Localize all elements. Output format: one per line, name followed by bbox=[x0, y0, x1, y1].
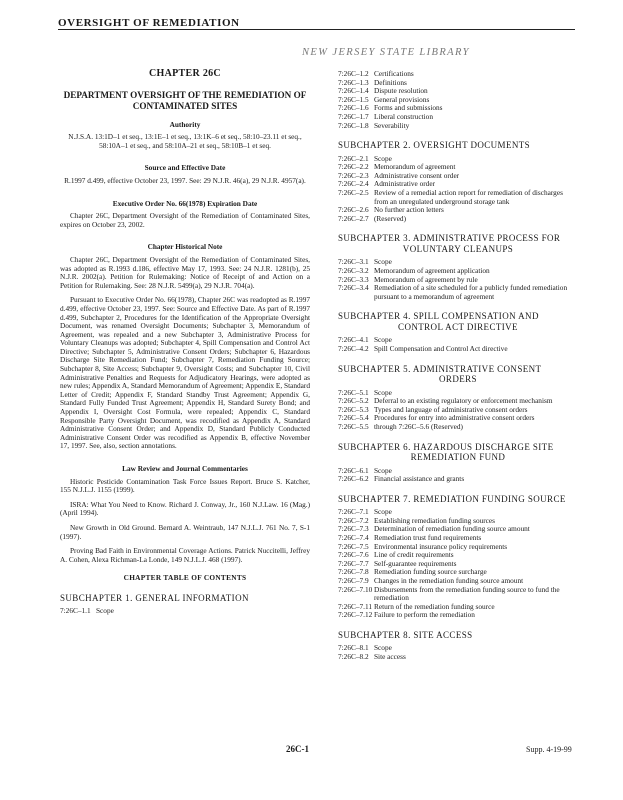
source-text: R.1997 d.499, effective October 23, 1997. See: 29 N.J.R. 46(a), 29 N.J.R. 4957(a). bbox=[64, 175, 306, 185]
toc-entry bbox=[338, 475, 578, 484]
toc-entry-title: Severability bbox=[374, 120, 410, 130]
toc-entry-number: 7:26C–2.2 bbox=[338, 162, 369, 172]
toc-entry-number: 7:26C–7.2 bbox=[338, 515, 369, 525]
toc-entry bbox=[338, 423, 578, 432]
toc-entry-title: Scope bbox=[374, 257, 392, 267]
toc-entry-number: 7:26C–3.3 bbox=[338, 274, 369, 284]
subchapter-block bbox=[338, 233, 578, 301]
subchapter-1-continued bbox=[338, 70, 578, 130]
subchapter-title-continuation: REMEDIATION FUND bbox=[410, 452, 506, 463]
exec-order-heading: Executive Order No. 66(1978) Expiration Date bbox=[112, 198, 258, 208]
subchapter-title-line: SUBCHAPTER 2. OVERSIGHT DOCUMENTS bbox=[338, 140, 531, 151]
running-header-title: OVERSIGHT OF REMEDIATION bbox=[58, 17, 240, 29]
authority-text: N.J.S.A. 13:1D–1 et seq., 13:1E–1 et seq., 13:1K–6 et seq., 58:10–23.11 et seq., 58:10A–1 et seq., and 58:10A–21 et seq., 58:10B–1 et seq. bbox=[68, 132, 302, 150]
toc-entry-title: through 7:26C–5.6 (Reserved) bbox=[374, 421, 463, 431]
toc-entry-title: Scope bbox=[374, 387, 392, 397]
left-column bbox=[60, 70, 310, 616]
toc-entry-number: 7:26C–7.1 bbox=[338, 507, 369, 517]
toc-entry-title: Administrative consent order bbox=[374, 170, 460, 180]
toc-entry-number: 7:26C–7.7 bbox=[338, 558, 369, 568]
subchapter-title-line: SUBCHAPTER 6. HAZARDOUS DISCHARGE SITE bbox=[338, 441, 554, 452]
subchapter-block bbox=[338, 311, 578, 353]
law-review-heading: Law Review and Journal Commentaries bbox=[122, 464, 248, 473]
toc-entry-number: 7:26C–3.2 bbox=[338, 266, 369, 275]
toc-entry-title: Spill Compensation and Control Act directive bbox=[374, 343, 508, 353]
toc-entry-title: Remediation funding source surcharge bbox=[374, 567, 487, 577]
law-review-entry: Historic Pesticide Contamination Task Force Issues Report. Bruce S. Katcher, 155 N.J.L.J. 1155 (1999). bbox=[60, 476, 310, 495]
subchapter-title bbox=[338, 233, 578, 254]
subchapter-title bbox=[338, 630, 578, 641]
toc-entry-number: 7:26C–1.6 bbox=[338, 103, 369, 113]
toc-entry-title: Determination of remediation funding source amount bbox=[374, 524, 530, 534]
toc-entry-title: Memorandum of agreement by rule bbox=[374, 274, 478, 284]
toc-entry bbox=[60, 607, 310, 616]
toc-entry-title: Remediation trust fund requirements bbox=[374, 533, 482, 542]
subchapter-title-line: SUBCHAPTER 3. ADMINISTRATIVE PROCESS FOR bbox=[338, 233, 561, 244]
toc-entry-title: Disbursements from the remediation funding source to fund the remediation bbox=[374, 584, 560, 603]
toc-entry-title: Review of a remedial action report for remediation of discharges from an unregulated underground storage tank bbox=[374, 188, 563, 206]
toc-entry-title: Scope bbox=[374, 465, 392, 475]
toc-entry-number: 7:26C–1.3 bbox=[338, 77, 369, 87]
law-review-list bbox=[60, 478, 310, 565]
page-number: 26C-1 bbox=[286, 744, 309, 754]
toc-entry-title: Changes in the remediation funding source amount bbox=[374, 575, 524, 585]
subchapter-1-items bbox=[60, 607, 310, 616]
subchapter-title bbox=[338, 140, 578, 151]
toc-entry-number: 7:26C–1.7 bbox=[338, 111, 369, 121]
history-heading: Chapter Historical Note bbox=[147, 242, 223, 252]
toc-entry-title: Liberal construction bbox=[374, 111, 433, 121]
toc-entry-number: 7:26C–4.2 bbox=[338, 343, 369, 353]
subchapter-block bbox=[338, 494, 578, 620]
toc-entry-number: 7:26C–1.1 bbox=[60, 606, 91, 616]
subchapter-block bbox=[338, 140, 578, 223]
toc-entry-title: Definitions bbox=[374, 77, 407, 87]
subchapter-title-line: SUBCHAPTER 8. SITE ACCESS bbox=[338, 629, 473, 640]
toc-entry-title: Memorandum of agreement application bbox=[374, 266, 490, 275]
toc-entry-title: Financial assistance and grants bbox=[374, 474, 465, 484]
exec-order-text: Chapter 26C, Department Oversight of the Remediation of Contaminated Sites, expires on October 23, 2002. bbox=[60, 211, 310, 229]
toc-entry-number: 7:26C–1.5 bbox=[338, 94, 369, 104]
subchapter-title-line: SUBCHAPTER 4. SPILL COMPENSATION AND bbox=[338, 311, 539, 322]
toc-entry bbox=[338, 215, 578, 224]
history-paragraph-2: Pursuant to Executive Order No. 66(1978), Chapter 26C was readopted as R.1997 d.499, effective October 23, 1997. See: Source and Effective Date. As part of R.1997 d.499, Subchapter 2, Procedures for the Identification of the Appropriate Oversight Document, was renamed Oversight Documents; Subchapter 3, Memorandum of Agreement, was repealed and a new Subchapter 3, Administrative Process for Voluntary Cleanups was adopted; Subchapter 4, Spill Compensation and Control Act Directive; Subchapter 5, Administrative Consent Orders; Subchapter 6, Hazardous Discharge Site Remediation Fund; Subchapter 7, Remediation Funding Source; Subchapter 8, Site Access; Subchapter 9, Oversight Costs; and Subchapter 10, Civil Administrative Penalties and Requests for Adjudicatory Hearings, were adopted as new rules; Appendix A, Standard Memorandum of Agreement; Appendix E, Standard Letter of Credit; Appendix F, Standard Standby Trust Agreement; Appendix G, Standard Fully Funded Trust Agreement; Appendix H, Standard Surety Bond; and Appendix I, Oversight Cost Formula, were repealed; Appendix C, Standard Responsible Party Oversight Document, was recodified as Appendix A, Standard Administrative Consent Order; and Appendix D, Standard Publicly Conducted Administrative Consent Order was recodified as Appendix B, effective November 17, 1997. See, also, section annotations. bbox=[60, 295, 310, 451]
toc-entry-number: 7:26C–8.1 bbox=[338, 643, 369, 653]
law-review-entry: Proving Bad Faith in Environmental Coverage Actions. Patrick Nuccitelli, Jeffrey A. Cohen, Alexa Richman-La Londe, 149 N.J.L.J. 468 (1997). bbox=[60, 546, 310, 564]
toc-entry-title: Return of the remediation funding source bbox=[374, 601, 495, 611]
subchapter-1-title: SUBCHAPTER 1. GENERAL INFORMATION bbox=[60, 592, 249, 603]
toc-entry-number: 7:26C–7.4 bbox=[338, 533, 369, 542]
toc-entry-number: 7:26C–3.1 bbox=[338, 257, 369, 267]
subchapter-title bbox=[338, 311, 578, 332]
toc-entry bbox=[338, 586, 578, 603]
subchapter-title-continuation: CONTROL ACT DIRECTIVE bbox=[398, 321, 518, 332]
toc-entry-title: Remediation of a site scheduled for a publicly funded remediation pursuant to a memorandum of agreement bbox=[374, 283, 568, 301]
toc-entry-number: 7:26C–7.6 bbox=[338, 550, 369, 560]
subchapter-block bbox=[338, 630, 578, 662]
toc-entry-title: Types and language of administrative consent orders bbox=[374, 404, 528, 414]
toc-entry-number: 7:26C–7.8 bbox=[338, 567, 369, 577]
toc-entry-title: Environmental insurance policy requirements bbox=[374, 541, 508, 551]
toc-entry-number: 7:26C–4.1 bbox=[338, 335, 369, 345]
subchapter-title-line: SUBCHAPTER 7. REMEDIATION FUNDING SOURCE bbox=[338, 493, 566, 504]
toc-entry-number: 7:26C–5.1 bbox=[338, 387, 369, 397]
department-title: DEPARTMENT OVERSIGHT OF THE REMEDIATION OF CONTAMINATED SITES bbox=[63, 89, 307, 112]
running-header bbox=[58, 13, 575, 30]
toc-entry-number: 7:26C–7.11 bbox=[338, 601, 372, 611]
toc-entry-title: Certifications bbox=[374, 69, 414, 78]
toc-entry bbox=[338, 122, 578, 131]
toc-entry-number: 7:26C–3.4 bbox=[338, 283, 369, 293]
toc-entry-number: 7:26C–1.8 bbox=[338, 120, 369, 130]
toc-entry-number: 7:26C–2.6 bbox=[338, 205, 369, 215]
history-paragraph-1: Chapter 26C, Department Oversight of the Remediation of Contaminated Sites, was adopted as R.1993 d.186, effective May 17, 1993. See: 24 N.J.R. 1281(b), 25 N.J.R. 2002(a). Petition for Rulemaking: Notice of Receipt of and Action on a Petition for Rulemaking. See: 28 N.J.R. 5499(a), 29 N.J.R. 704(a). bbox=[60, 254, 310, 290]
toc-entry-title: Scope bbox=[374, 335, 392, 345]
toc-entry-number: 7:26C–7.10 bbox=[338, 584, 373, 594]
toc-entry-title: Scope bbox=[374, 507, 392, 517]
toc-entry bbox=[338, 345, 578, 354]
toc-entry-title: Memorandum of agreement bbox=[374, 162, 456, 172]
toc-entry-title: No further action letters bbox=[374, 205, 444, 215]
toc-entry-title: General provisions bbox=[374, 94, 430, 104]
subchapter-title-line: SUBCHAPTER 5. ADMINISTRATIVE CONSENT bbox=[338, 363, 542, 374]
toc-entry bbox=[338, 611, 578, 620]
toc-entry-number: 7:26C–2.1 bbox=[338, 153, 369, 163]
toc-entry-number: 7:26C–7.3 bbox=[338, 524, 369, 534]
toc-entry-number: 7:26C–6.2 bbox=[338, 474, 369, 484]
right-column bbox=[338, 70, 578, 662]
subchapter-list bbox=[338, 140, 578, 661]
authority-heading: Authority bbox=[169, 119, 201, 129]
toc-entry-number: 7:26C–5.4 bbox=[338, 413, 369, 423]
source-heading: Source and Effective Date bbox=[144, 163, 226, 173]
toc-entry-title: Scope bbox=[374, 153, 392, 163]
subchapter-title bbox=[338, 364, 578, 385]
toc-entry-title: Line of credit requirements bbox=[374, 550, 454, 560]
toc-entry-title: Failure to perform the remediation bbox=[374, 610, 475, 620]
supplement-date: Supp. 4-19-99 bbox=[526, 745, 572, 754]
toc-entry-number: 7:26C–7.9 bbox=[338, 575, 369, 585]
toc-entry-title: (Reserved) bbox=[374, 213, 407, 223]
toc-entry bbox=[338, 653, 578, 662]
toc-heading: CHAPTER TABLE OF CONTENTS bbox=[123, 573, 247, 583]
subchapter-block bbox=[338, 442, 578, 484]
subchapter-title bbox=[338, 442, 578, 463]
toc-entry-number: 7:26C–7.5 bbox=[338, 541, 369, 551]
subchapter-title-continuation: VOLUNTARY CLEANUPS bbox=[402, 243, 514, 254]
toc-entry-title: Dispute resolution bbox=[374, 86, 428, 96]
toc-entry-number: 7:26C–1.4 bbox=[338, 86, 369, 96]
toc-entry-title: Self-guarantee requirements bbox=[374, 558, 457, 568]
toc-entry-number: 7:26C–2.4 bbox=[338, 179, 369, 189]
toc-entry-title: Forms and submissions bbox=[374, 103, 443, 113]
law-review-entry: New Growth in Old Ground. Bernard A. Weintraub, 147 N.J.L.J. 761 No. 7, S-1 (1997). bbox=[60, 522, 310, 541]
toc-entry-title: Establishing remediation funding sources bbox=[374, 515, 495, 525]
toc-entry-number: 7:26C–5.3 bbox=[338, 404, 369, 414]
toc-entry-number: 7:26C–1.2 bbox=[338, 69, 369, 78]
toc-entry-number: 7:26C–5.5 bbox=[338, 421, 369, 431]
toc-entry bbox=[338, 284, 578, 301]
toc-entry-number: 7:26C–2.7 bbox=[338, 213, 369, 223]
subchapter-title-continuation: ORDERS bbox=[439, 374, 477, 385]
toc-entry-number: 7:26C–6.1 bbox=[338, 465, 369, 475]
toc-entry-number: 7:26C–8.2 bbox=[338, 652, 369, 662]
toc-entry-title: Administrative order bbox=[374, 179, 435, 189]
chapter-title: CHAPTER 26C bbox=[149, 68, 221, 79]
library-stamp: NEW JERSEY STATE LIBRARY bbox=[302, 47, 470, 58]
toc-entry-number: 7:26C–7.12 bbox=[338, 610, 373, 620]
subchapter-block bbox=[338, 364, 578, 432]
toc-entry-title: Procedures for entry into administrative consent orders bbox=[374, 413, 535, 423]
subchapter-title bbox=[338, 494, 578, 505]
toc-entry-title: Site access bbox=[374, 652, 406, 662]
toc-entry-title: Scope bbox=[96, 606, 114, 616]
toc-entry-number: 7:26C–5.2 bbox=[338, 396, 369, 406]
toc-entry-title: Deferral to an existing regulatory or enforcement mechanism bbox=[374, 396, 553, 406]
toc-entry-number: 7:26C–2.5 bbox=[338, 188, 369, 198]
toc-entry-title: Scope bbox=[374, 643, 392, 653]
law-review-entry: ISRA: What You Need to Know. Richard J. Conway, Jr., 160 N.J.Law. 16 (Mag.) (April 1994). bbox=[60, 499, 310, 518]
toc-entry-number: 7:26C–2.3 bbox=[338, 170, 369, 180]
toc-entry bbox=[338, 189, 578, 206]
